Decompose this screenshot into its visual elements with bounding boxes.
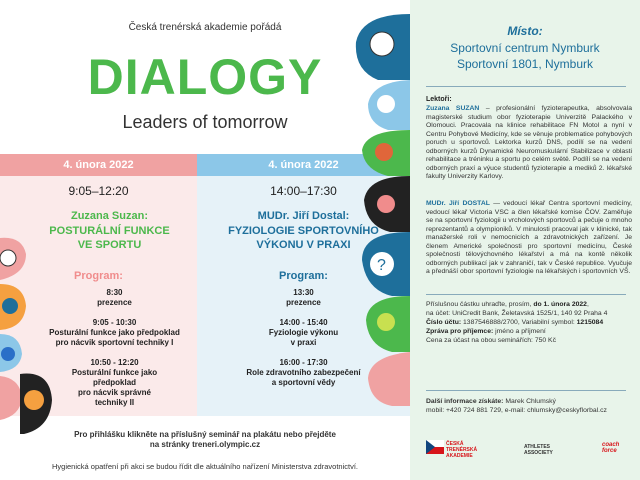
- event-title: DIALOGY: [87, 49, 323, 105]
- session-date: 4. února 2022: [197, 154, 410, 176]
- program-slot: 10:50 - 12:20 Posturální funkce jako předpoklad pro nácvik správné techniky II: [71, 358, 158, 407]
- svg-text:?: ?: [377, 257, 386, 274]
- registration-note[interactable]: Pro přihlášku klikněte na příslušný seminář na plakátu nebo přejděte na stránky treneri.olympic.cz: [74, 430, 336, 449]
- lecturer-bio: MUDr. Jiří DOSTAL — vedoucí lékař Centra sportovní medicíny, vedoucí lékař Victoria VSC a člen lékařské komise ČOV. Zaměřuje se na sportovní fyziologii u vrcholových sportovců a pečuje o mnoho reprezentantů a olympioniků. V minulosti pracoval jak v klinické, tak manažerské roli v nemocnicích a zdravotnických zařízení. Je členem Americké společnosti pro sportovní medicínu, České společnosti tělovýchovného lékařství a má na kontě několik odborných publikací jak v zahraničí, tak v České republice. Vyučuje a přednáší obor sportovní fyziologie na lékařských i sportovních VŠ.: [426, 200, 632, 275]
- session-time: 14:00–17:30: [270, 184, 337, 198]
- lecturers-heading: Lektoři:: [426, 96, 452, 103]
- venue-address: Sportovní centrum Nymburk Sportovní 1801, Nymburk: [450, 41, 600, 71]
- logo-coachforce: coach force: [602, 442, 620, 454]
- organizer-line: Česká trenérská akademie pořádá: [128, 22, 282, 33]
- divider: [426, 390, 626, 391]
- sponsor-logos: [426, 438, 632, 462]
- program-slot: 8:30 prezence: [97, 288, 132, 307]
- session-date: 4. února 2022: [0, 154, 197, 176]
- venue-label: Místo:: [507, 24, 543, 38]
- session-speaker: Zuzana Suzan:: [70, 210, 148, 222]
- logo-cta: ČESKÁ TRENÉRSKÁ AKADEMIE: [446, 441, 478, 459]
- program-slot: 14:00 - 15:40 Fyziologie výkonu v praxi: [268, 318, 339, 347]
- logo-athletes: ATHLETES ASSOCIETY: [524, 444, 553, 456]
- czech-flag-icon: [426, 440, 444, 454]
- divider: [426, 86, 626, 87]
- program-label: Program:: [74, 270, 123, 282]
- session-speaker: MUDr. Jiří Dostal:: [257, 210, 350, 222]
- event-subtitle: Leaders of tomorrow: [122, 112, 288, 132]
- decor-heads-right: [348, 0, 410, 420]
- program-label: Program:: [279, 270, 328, 282]
- session-topic: FYZIOLOGIE SPORTOVNÍHO VÝKONU V PRAXI: [228, 225, 379, 251]
- program-slot: 9:05 - 10:30 Posturální funkce jako předpoklad pro nácvik sportovní techniky I: [49, 318, 180, 347]
- program-slot: 16:00 - 17:30 Role zdravotního zabezpečení a sportovní vědy: [246, 358, 361, 387]
- hygiene-note: Hygienická opatření při akci se budou řídit dle aktuálního nařízení Ministerstva zdravotnictví.: [52, 462, 358, 471]
- lecturer-bio: Zuzana SUZAN – profesionální fyzioterapeutka, absolvovala magisterské studium obor fyzioterapie Univerzitě Palackého v Olomouci. Pracovala na klinice rehabilitace FN Motol a nyní v Centru Pohybové Medicíny, kde se věnuje problematice pohybových poruch u sportovců. Lektorka kurzů DNS, podílí se na vedení odborných kurzů Dynamické Neuromuskulární Stabilizace v oblasti rehabilitace a tréninku a sportu po celém světě. Podílí se na vedení odborných praxí a výuce studentů fyzioterapie a mediků 2. lékařské fakulty Univerzity Karlovy.: [426, 105, 632, 180]
- session-topic: POSTURÁLNÍ FUNKCE VE SPORTU: [49, 225, 170, 251]
- divider: [426, 294, 626, 295]
- program-slot: 13:30 prezence: [286, 288, 321, 307]
- payment-info: Příslušnou částku uhraďte, prosím, do 1. února 2022, na účet: UniCredit Bank, Želetavská 1525/1, 140 92 Praha 4 Číslo účtu: 1387546888/2700, Variabilní symbol: 1215084 Zpráva pro příjemce: jméno a příjmení Cena za účast na obou seminářích: 750 Kč: [426, 301, 608, 344]
- contact-info: Další informace získáte: Marek Chlumský mobil: +420 724 881 729, e-mail: chlumsky@ceskyflorbal.cz: [426, 398, 607, 414]
- session-time: 9:05–12:20: [68, 184, 129, 198]
